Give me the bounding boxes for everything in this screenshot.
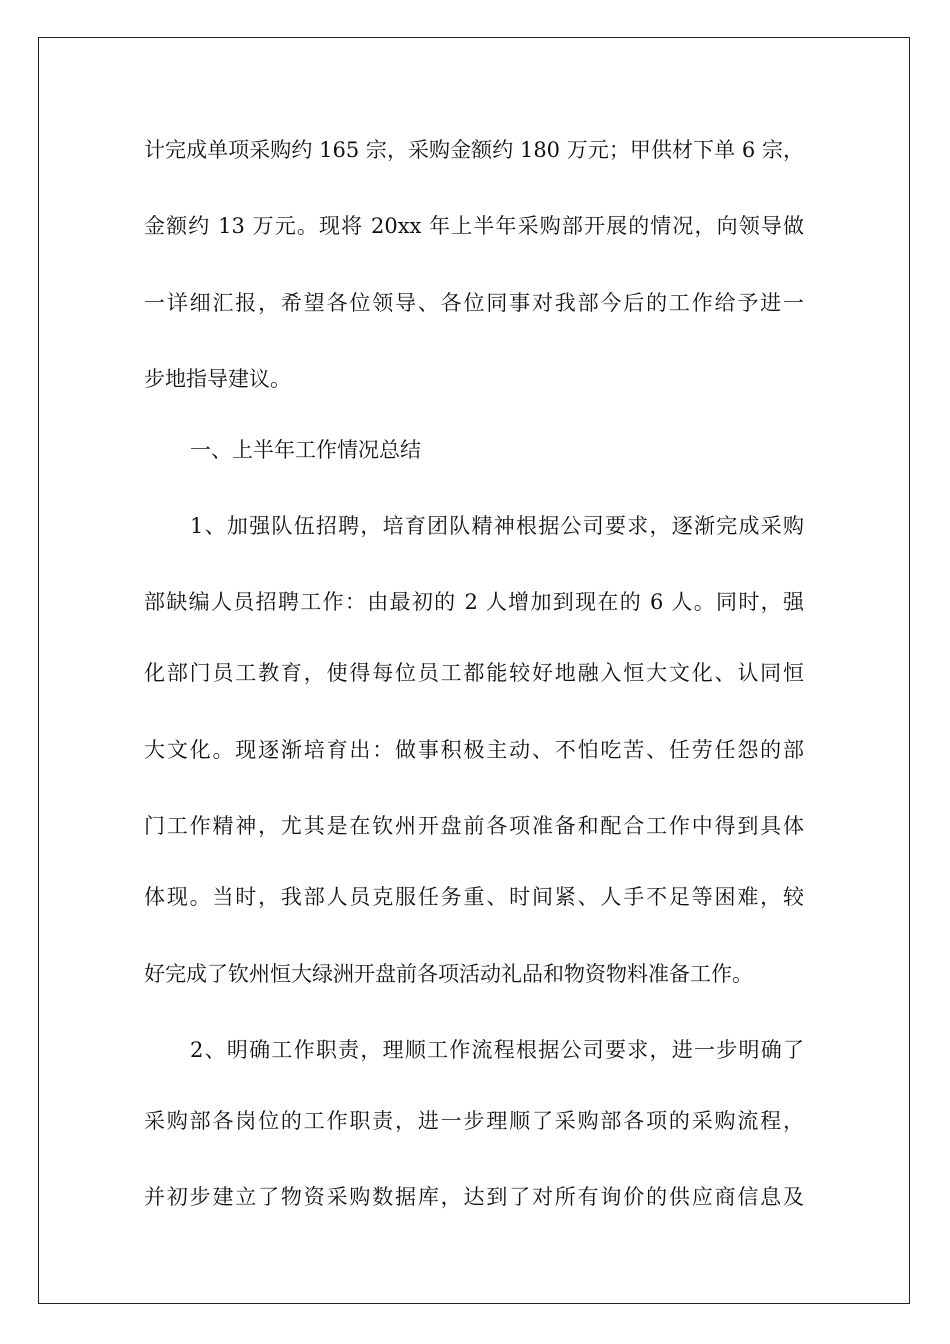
body-text-line: 体现。当时，我部人员克服任务重、时间紧、人手不足等困难，较 (144, 885, 804, 909)
body-text-line: 计完成单项采购约 165 宗，采购金额约 180 万元；甲供材下单 6 宗， (144, 138, 804, 162)
body-text-line: 金额约 13 万元。现将 20xx 年上半年采购部开展的情况，向领导做 (144, 214, 804, 238)
body-text-line: 采购部各岗位的工作职责，进一步理顺了采购部各项的采购流程， (144, 1109, 804, 1133)
body-text-line: 并初步建立了物资采购数据库，达到了对所有询价的供应商信息及 (144, 1185, 804, 1209)
section-heading: 一、上半年工作情况总结 (190, 438, 421, 462)
paragraph-first-line: 2、明确工作职责，理顺工作流程根据公司要求，进一步明确了 (190, 1038, 804, 1062)
body-text-line: 部缺编人员招聘工作：由最初的 2 人增加到现在的 6 人。同时，强 (144, 590, 804, 614)
body-text-line: 大文化。现逐渐培育出：做事积极主动、不怕吃苦、任劳任怨的部 (144, 738, 804, 762)
body-text-line: 步地指导建议。 (144, 367, 291, 391)
body-text-line: 好完成了钦州恒大绿洲开盘前各项活动礼品和物资物料准备工作。 (144, 962, 753, 986)
paragraph-first-line: 1、加强队伍招聘，培育团队精神根据公司要求，逐渐完成采购 (190, 514, 804, 538)
body-text-line: 化部门员工教育，使得每位员工都能较好地融入恒大文化、认同恒 (144, 661, 804, 685)
body-text-line: 门工作精神，尤其是在钦州开盘前各项准备和配合工作中得到具体 (144, 814, 804, 838)
body-text-line: 一详细汇报，希望各位领导、各位同事对我部今后的工作给予进一 (144, 291, 804, 315)
